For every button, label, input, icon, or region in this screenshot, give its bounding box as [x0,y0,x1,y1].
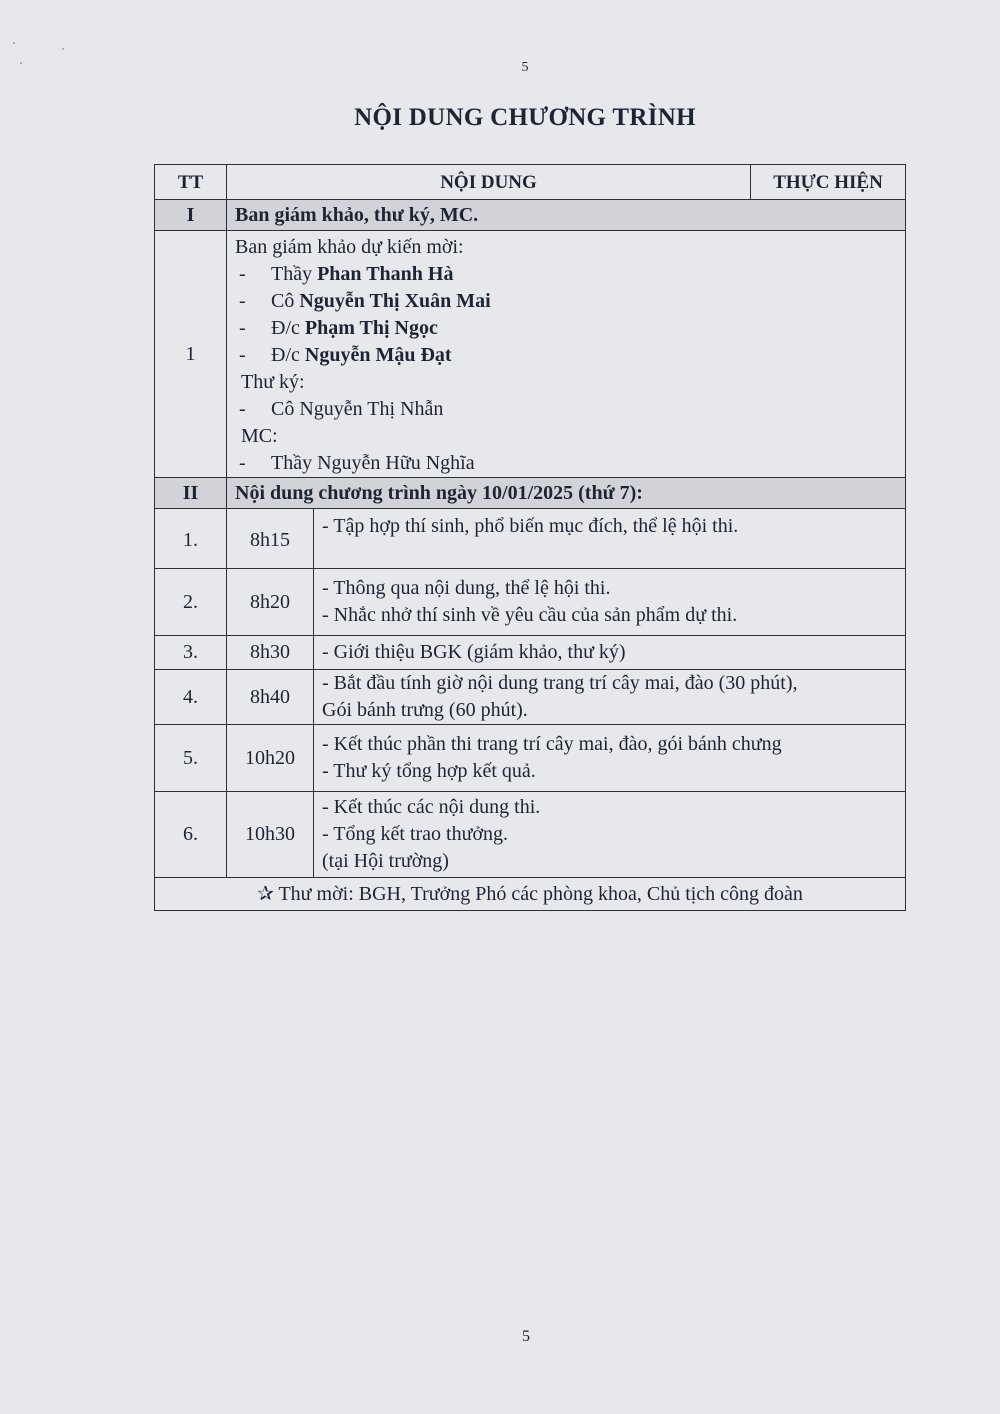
row-content: - Kết thúc các nội dung thi. - Tổng kết trao thưởng. (tại Hội trường) [314,792,906,878]
row-content: - Bắt đầu tính giờ nội dung trang trí cây mai, đào (30 phút), Gói bánh trưng (60 phút). [314,670,906,725]
section-number: I [155,200,227,231]
dash-marker: - [239,263,246,285]
row-content: - Giới thiệu BGK (giám khảo, thư ký) [314,636,906,670]
row-content: - Tập hợp thí sinh, phổ biến mục đích, thể lệ hội thi. [314,509,906,569]
section-row [155,200,906,231]
page-title: NỘI DUNG CHƯƠNG TRÌNH [354,104,696,131]
list-item: - Đ/c Nguyễn Mậu Đạt [235,342,905,369]
row-time: 8h40 [227,670,314,725]
row-time: 10h20 [227,725,314,792]
section-title: Ban giám khảo, thư ký, MC. [227,200,906,231]
row-number: 6. [155,792,227,878]
row-number: 5. [155,725,227,792]
program-table [154,164,906,911]
mc-label: MC: [241,425,278,447]
section-title: Nội dung chương trình ngày 10/01/2025 (thứ 7): [227,478,906,509]
secretary-label: Thư ký: [241,371,305,393]
table-row [155,636,906,670]
list-item [235,450,905,477]
dash-marker: - [239,290,246,312]
judge-name: Nguyễn Mậu Đạt [304,344,452,366]
section-row [155,478,906,509]
dash-marker: - [239,452,246,474]
row-number: 1 [155,231,227,478]
list-item: - Cô Nguyễn Thị Xuân Mai [235,288,905,315]
section-number: II [155,478,227,509]
invitation-note: ✰ Thư mời: BGH, Trưởng Phó các phòng khoa, Chủ tịch công đoàn [155,878,906,911]
scan-speck [13,42,15,44]
row-number: 4. [155,670,227,725]
row-content: - Thông qua nội dung, thể lệ hội thi. - Nhắc nhở thí sinh về yêu cầu của sản phẩm dự thi. [314,569,906,636]
judge-name: Nguyễn Thị Xuân Mai [299,290,491,312]
row-time: 8h15 [227,509,314,569]
mc-name: Thầy Nguyễn Hữu Nghĩa [271,452,475,474]
footer-row [155,878,906,911]
page-number-bottom: 5 [522,1328,530,1345]
table-row [155,725,906,792]
header-content: NỘI DUNG [227,165,751,200]
list-item [235,396,905,423]
judge-name: Phạm Thị Ngọc [304,317,438,339]
dash-marker: - [239,344,246,366]
table-row [155,792,906,878]
table-row [155,231,906,478]
table-header-row [155,165,906,200]
row-time: 10h30 [227,792,314,878]
secretary-name: Cô Nguyễn Thị Nhẫn [271,398,444,420]
table-row [155,670,906,725]
row-time: 8h30 [227,636,314,670]
page-number-top: 5 [521,60,529,75]
row-content: - Kết thúc phần thi trang trí cây mai, đào, gói bánh chưng - Thư ký tổng hợp kết quả. [314,725,906,792]
list-item: - Thầy Phan Thanh Hà [235,261,905,288]
row-time: 8h20 [227,569,314,636]
dash-marker: - [239,317,246,339]
scan-speck [62,48,64,50]
row-number: 3. [155,636,227,670]
header-tt: TT [155,165,227,200]
header-perform: THỰC HIỆN [751,165,906,200]
dash-marker: - [239,398,246,420]
list-item: - Đ/c Phạm Thị Ngọc [235,315,905,342]
table-row [155,509,906,569]
table-row [155,569,906,636]
judges-label: Ban giám khảo dự kiến mời: [235,236,464,258]
row-number: 1. [155,509,227,569]
row-number: 2. [155,569,227,636]
judge-name: Phan Thanh Hà [317,263,454,285]
judges-cell [227,231,906,478]
